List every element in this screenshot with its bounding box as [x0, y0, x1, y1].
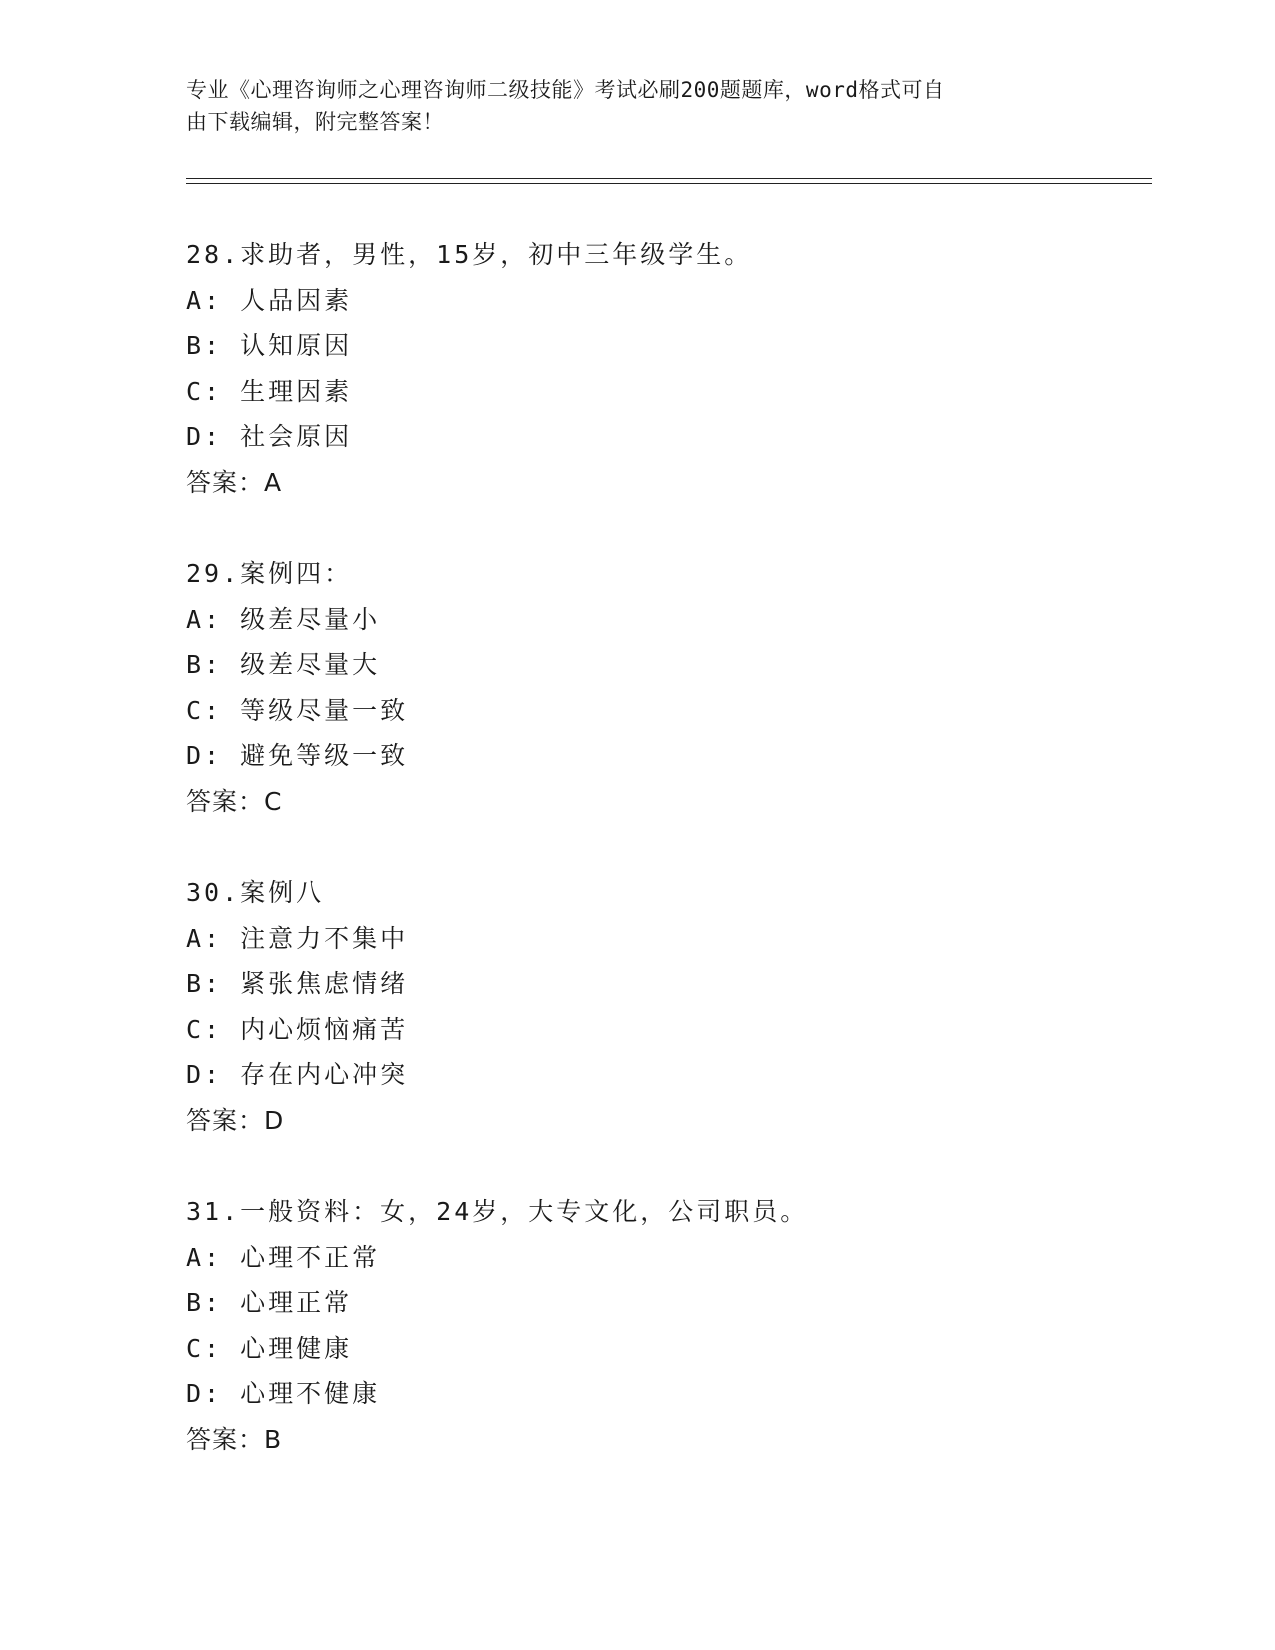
option-b: B: 心理正常	[186, 1288, 353, 1317]
header-divider-top	[186, 178, 1152, 179]
question-29	[186, 551, 1086, 824]
question-stem: 29.案例四：	[186, 559, 353, 588]
document-header	[186, 74, 1066, 138]
option-d: D: 存在内心冲突	[186, 1060, 409, 1089]
header-line-1: 专业《心理咨询师之心理咨询师二级技能》考试必刷200题题库，word格式可自	[186, 78, 945, 102]
header-divider-bottom	[186, 183, 1152, 184]
option-d: D: 社会原因	[186, 422, 353, 451]
option-c: C: 等级尽量一致	[186, 695, 409, 725]
option-a: A: 注意力不集中	[186, 923, 409, 953]
option-d: D: 避免等级一致	[186, 741, 409, 770]
option-b: B: 认知原因	[186, 331, 353, 360]
option-c: C: 生理因素	[186, 376, 353, 406]
answer-line: 答案：B	[186, 1424, 283, 1454]
question-30	[186, 870, 1086, 1143]
question-list	[186, 232, 1086, 1508]
answer-line: 答案：D	[186, 1105, 285, 1135]
option-a: A: 心理不正常	[186, 1242, 381, 1272]
option-c: C: 内心烦恼痛苦	[186, 1014, 409, 1044]
option-a: A: 级差尽量小	[186, 604, 381, 634]
answer-line: 答案：A	[186, 467, 283, 497]
option-a: A: 人品因素	[186, 285, 353, 315]
question-31	[186, 1189, 1086, 1462]
question-stem: 31.一般资料：女，24岁，大专文化，公司职员。	[186, 1197, 809, 1226]
option-b: B: 紧张焦虑情绪	[186, 969, 409, 998]
question-28	[186, 232, 1086, 505]
option-d: D: 心理不健康	[186, 1379, 381, 1408]
answer-line: 答案：C	[186, 786, 283, 816]
option-c: C: 心理健康	[186, 1333, 353, 1363]
option-b: B: 级差尽量大	[186, 650, 381, 679]
question-stem: 28.求助者，男性，15岁，初中三年级学生。	[186, 240, 753, 269]
question-stem: 30.案例八	[186, 878, 325, 907]
header-line-2: 由下载编辑，附完整答案！	[186, 110, 444, 134]
